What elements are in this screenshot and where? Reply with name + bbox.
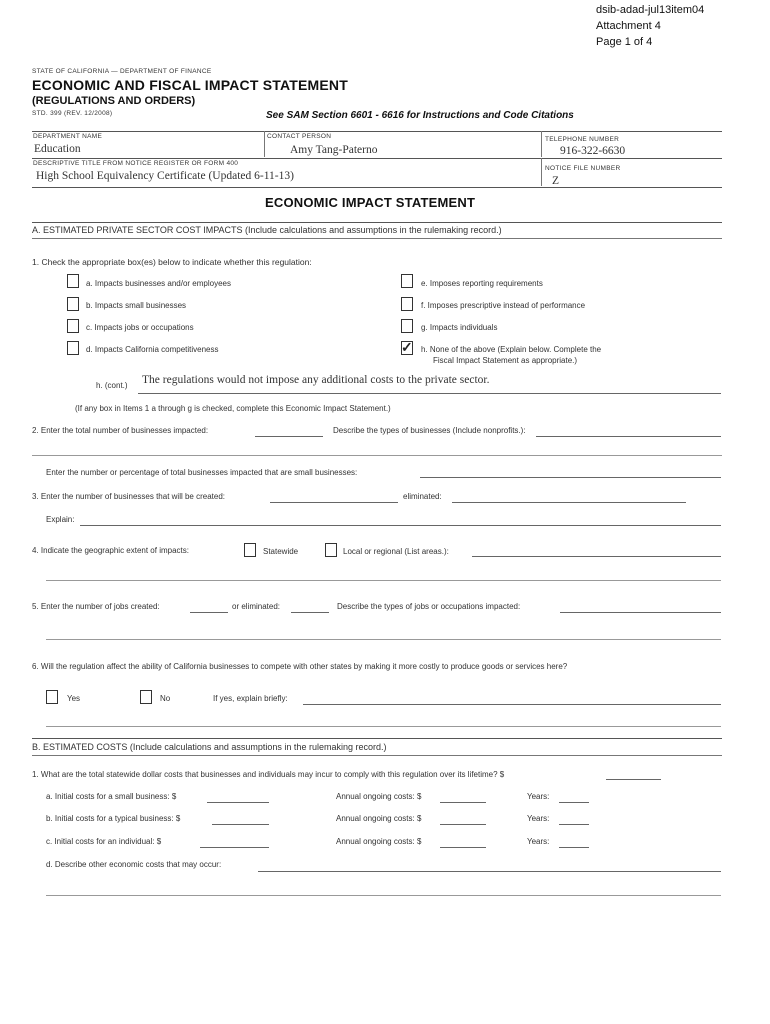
section-divider	[32, 738, 722, 739]
note-line: (If any box in Items 1 a through g is checked, complete this Economic Impact Statement.)	[75, 404, 391, 413]
checkmark-icon: ✓	[401, 339, 413, 355]
department-label: DEPARTMENT NAME	[33, 133, 103, 140]
question-3-eliminated: eliminated:	[403, 492, 442, 501]
question-4: 4. Indicate the geographic extent of impacts:	[32, 546, 189, 555]
businesses-impacted-field[interactable]	[255, 436, 323, 437]
option-g-label: g. Impacts individuals	[421, 323, 498, 332]
section-b-heading: B. ESTIMATED COSTS (Include calculations and assumptions in the rulemaking record.)	[32, 742, 387, 752]
checkbox-g[interactable]	[401, 319, 413, 333]
contact-label: CONTACT PERSON	[267, 133, 332, 140]
economic-impact-heading: ECONOMIC IMPACT STATEMENT	[265, 195, 476, 210]
cost-c-label: c. Initial costs for an individual: $	[46, 837, 162, 846]
telephone-label: TELEPHONE NUMBER	[545, 136, 620, 143]
annual-a-field[interactable]	[440, 802, 486, 803]
question-3-explain: Explain:	[46, 515, 75, 524]
checkbox-statewide[interactable]	[244, 543, 256, 557]
businesses-eliminated-field[interactable]	[452, 502, 686, 503]
question-6: 6. Will the regulation affect the ability of California businesses to compete with other states by making it more costly to produce goods or services here?	[32, 662, 568, 671]
checkbox-local-regional[interactable]	[325, 543, 337, 557]
attachment-label: Attachment 4	[596, 20, 661, 32]
explain-briefly-label: If yes, explain briefly:	[213, 694, 288, 703]
grid-line	[32, 131, 722, 132]
explain-field[interactable]	[80, 525, 721, 526]
question-2-small: Enter the number or percentage of total businesses impacted that are small businesses:	[46, 468, 358, 477]
form-number: STD. 399 (REV. 12/2008)	[32, 110, 113, 117]
option-b-label: b. Impacts small businesses	[86, 301, 187, 310]
small-business-field[interactable]	[420, 477, 721, 478]
annual-c-label: Annual ongoing costs: $	[336, 837, 422, 846]
answer-line[interactable]	[46, 895, 721, 896]
cost-b-label: b. Initial costs for a typical business: $	[46, 814, 181, 823]
notice-file-field[interactable]: Z	[552, 175, 560, 187]
checkbox-c[interactable]	[67, 319, 79, 333]
years-c-label: Years:	[527, 837, 550, 846]
checkbox-d[interactable]	[67, 341, 79, 355]
telephone-field[interactable]: 916-322-6630	[560, 145, 626, 157]
department-field[interactable]: Education	[34, 143, 81, 155]
statewide-label: Statewide	[263, 547, 299, 556]
grid-divider	[541, 158, 542, 186]
annual-a-label: Annual ongoing costs: $	[336, 792, 422, 801]
yes-label: Yes	[67, 694, 81, 703]
annual-b-field[interactable]	[440, 824, 486, 825]
total-cost-field[interactable]	[606, 779, 661, 780]
option-a-label: a. Impacts businesses and/or employees	[86, 279, 231, 288]
section-divider	[32, 238, 722, 239]
page-number: Page 1 of 4	[596, 36, 653, 48]
cost-a-field[interactable]	[207, 802, 269, 803]
answer-line[interactable]	[46, 580, 721, 581]
cost-c-field[interactable]	[200, 847, 269, 848]
option-c-label: c. Impacts jobs or occupations	[86, 323, 194, 332]
question-5-describe: Describe the types of jobs or occupations impacted:	[337, 602, 521, 611]
option-e-label: e. Imposes reporting requirements	[421, 279, 543, 288]
question-2: 2. Enter the total number of businesses impacted:	[32, 426, 209, 435]
h-cont-underline	[138, 393, 721, 394]
document-id: dsib-adad-jul13item04	[596, 4, 705, 16]
years-b-label: Years:	[527, 814, 550, 823]
cost-b-field[interactable]	[212, 824, 269, 825]
option-d-label: d. Impacts California competitiveness	[86, 345, 219, 354]
descriptive-title-field[interactable]: High School Equivalency Certificate (Updated 6-11-13)	[36, 170, 294, 182]
section-divider	[32, 222, 722, 223]
grid-divider	[264, 131, 265, 157]
agency-line: STATE OF CALIFORNIA — DEPARTMENT OF FINANCE	[32, 68, 212, 75]
business-types-field[interactable]	[536, 436, 721, 437]
years-a-label: Years:	[527, 792, 550, 801]
checkbox-no[interactable]	[140, 690, 152, 704]
question-5: 5. Enter the number of jobs created:	[32, 602, 160, 611]
form-title: ECONOMIC AND FISCAL IMPACT STATEMENT	[32, 77, 348, 93]
question-1: 1. Check the appropriate box(es) below to indicate whether this regulation:	[32, 257, 312, 267]
answer-line[interactable]	[32, 455, 722, 456]
form-subtitle: (REGULATIONS AND ORDERS)	[32, 95, 196, 107]
no-label: No	[160, 694, 171, 703]
checkbox-a[interactable]	[67, 274, 79, 288]
years-c-field[interactable]	[559, 847, 589, 848]
cost-question-1: 1. What are the total statewide dollar costs that businesses and individuals may incur to comply with this regulation over its lifetime? $	[32, 770, 505, 779]
businesses-created-field[interactable]	[270, 502, 398, 503]
jobs-eliminated-field[interactable]	[291, 612, 329, 613]
years-b-field[interactable]	[559, 824, 589, 825]
checkbox-e[interactable]	[401, 274, 413, 288]
question-5-eliminated: or eliminated:	[232, 602, 281, 611]
job-types-field[interactable]	[560, 612, 721, 613]
section-a-heading: A. ESTIMATED PRIVATE SECTOR COST IMPACTS (Include calculations and assumptions in the rulemaking record.)	[32, 225, 502, 235]
question-3: 3. Enter the number of businesses that will be created:	[32, 492, 225, 501]
answer-line[interactable]	[46, 639, 721, 640]
question-2-describe: Describe the types of businesses (Include nonprofits.):	[333, 426, 526, 435]
option-h-label-cont: Fiscal Impact Statement as appropriate.)	[433, 356, 578, 365]
grid-divider	[541, 131, 542, 157]
other-costs-field[interactable]	[258, 871, 721, 872]
annual-c-field[interactable]	[440, 847, 486, 848]
areas-field[interactable]	[472, 556, 721, 557]
annual-b-label: Annual ongoing costs: $	[336, 814, 422, 823]
option-f-label: f. Imposes prescriptive instead of performance	[421, 301, 586, 310]
notice-file-label: NOTICE FILE NUMBER	[545, 165, 621, 172]
explain-briefly-field[interactable]	[303, 704, 721, 705]
grid-line	[32, 187, 722, 188]
contact-field[interactable]: Amy Tang-Paterno	[290, 144, 378, 156]
sam-note: See SAM Section 6601 - 6616 for Instructions and Code Citations	[266, 110, 574, 121]
cost-a-label: a. Initial costs for a small business: $	[46, 792, 177, 801]
checkbox-b[interactable]	[67, 297, 79, 311]
option-h-label: h. None of the above (Explain below. Complete the	[421, 345, 602, 354]
checkbox-f[interactable]	[401, 297, 413, 311]
h-cont-label: h. (cont.)	[96, 381, 128, 390]
section-divider	[32, 755, 722, 756]
answer-line[interactable]	[46, 726, 721, 727]
descriptive-title-label: DESCRIPTIVE TITLE FROM NOTICE REGISTER OR FORM 400	[33, 160, 239, 167]
grid-line	[32, 158, 722, 159]
checkbox-yes[interactable]	[46, 690, 58, 704]
jobs-created-field[interactable]	[190, 612, 228, 613]
local-regional-label: Local or regional (List areas.):	[343, 547, 449, 556]
cost-d-label: d. Describe other economic costs that may occur:	[46, 860, 222, 869]
h-cont-field[interactable]: The regulations would not impose any additional costs to the private sector.	[142, 374, 490, 386]
years-a-field[interactable]	[559, 802, 589, 803]
